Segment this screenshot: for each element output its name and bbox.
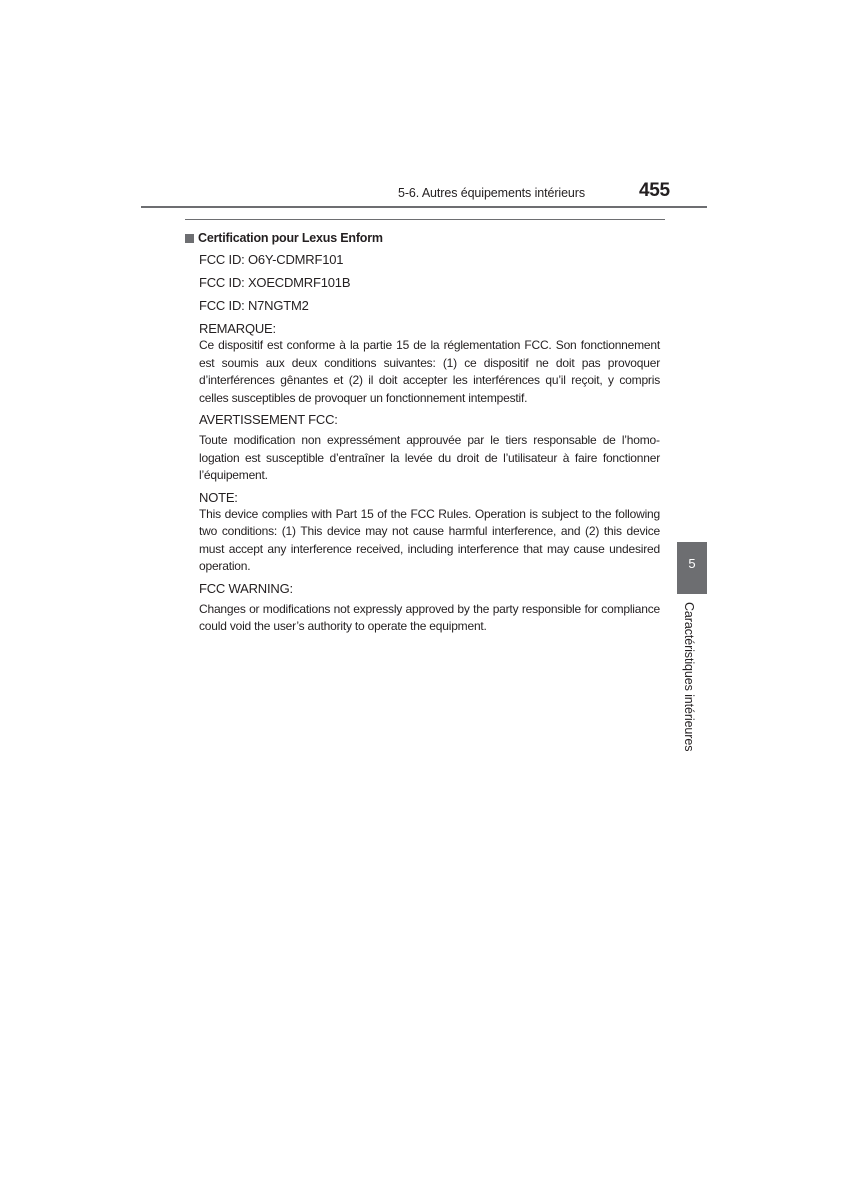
section-title: 5-6. Autres équipements intérieurs	[398, 186, 585, 200]
remarque-label: REMARQUE:	[199, 321, 276, 336]
fcc-id-line: FCC ID: O6Y-CDMRF101	[199, 252, 344, 267]
section-heading-text: Certification pour Lexus Enform	[198, 231, 383, 245]
section-heading	[185, 229, 660, 247]
fcc-id-line: FCC ID: XOECDMRF101B	[199, 275, 351, 290]
main-content	[185, 229, 660, 639]
avertissement-paragraph: Toute modification non expressément approuvée par le tiers responsable de l’homologation est susceptible d’entraîner la levée du droit de l’utilisateur à faire fonctionner l’équipement.	[199, 433, 660, 482]
page-number: 455	[639, 180, 670, 201]
header-rule	[141, 206, 707, 208]
body-block	[199, 251, 660, 636]
chapter-tab[interactable]: 5	[677, 542, 707, 594]
fcc-warning-label: FCC WARNING:	[199, 580, 293, 596]
note-paragraph: This device complies with Part 15 of the FCC Rules. Operation is subject to the following two conditions: (1) This device may not cause harmful interference, and (2) this device must accept any interference received, including interference that may cause undesired operation.	[199, 506, 660, 573]
content-top-rule	[185, 219, 665, 220]
square-bullet-icon	[185, 234, 194, 243]
avertissement-label: AVERTISSEMENT FCC:	[199, 412, 338, 427]
fcc-id-line: FCC ID: N7NGTM2	[199, 298, 309, 313]
chapter-title: Caractéristiques intérieures	[682, 602, 696, 752]
note-label: NOTE:	[199, 489, 238, 505]
remarque-paragraph: Ce dispositif est conforme à la partie 15 de la réglementation FCC. Son fonctionnement est soumis aux deux conditions suivantes: (1) ce dispositif ne doit pas provoquer d’interférences gênantes et (2) il doit accepter les interférences qu’il reçoit, y compris celles susceptibles de provoquer un fonctionnement intempestif.	[199, 338, 660, 405]
fcc-warning-paragraph: Changes or modifications not expressly approved by the party responsible for compliance could void the user’s authority to operate the equipment.	[199, 601, 660, 633]
